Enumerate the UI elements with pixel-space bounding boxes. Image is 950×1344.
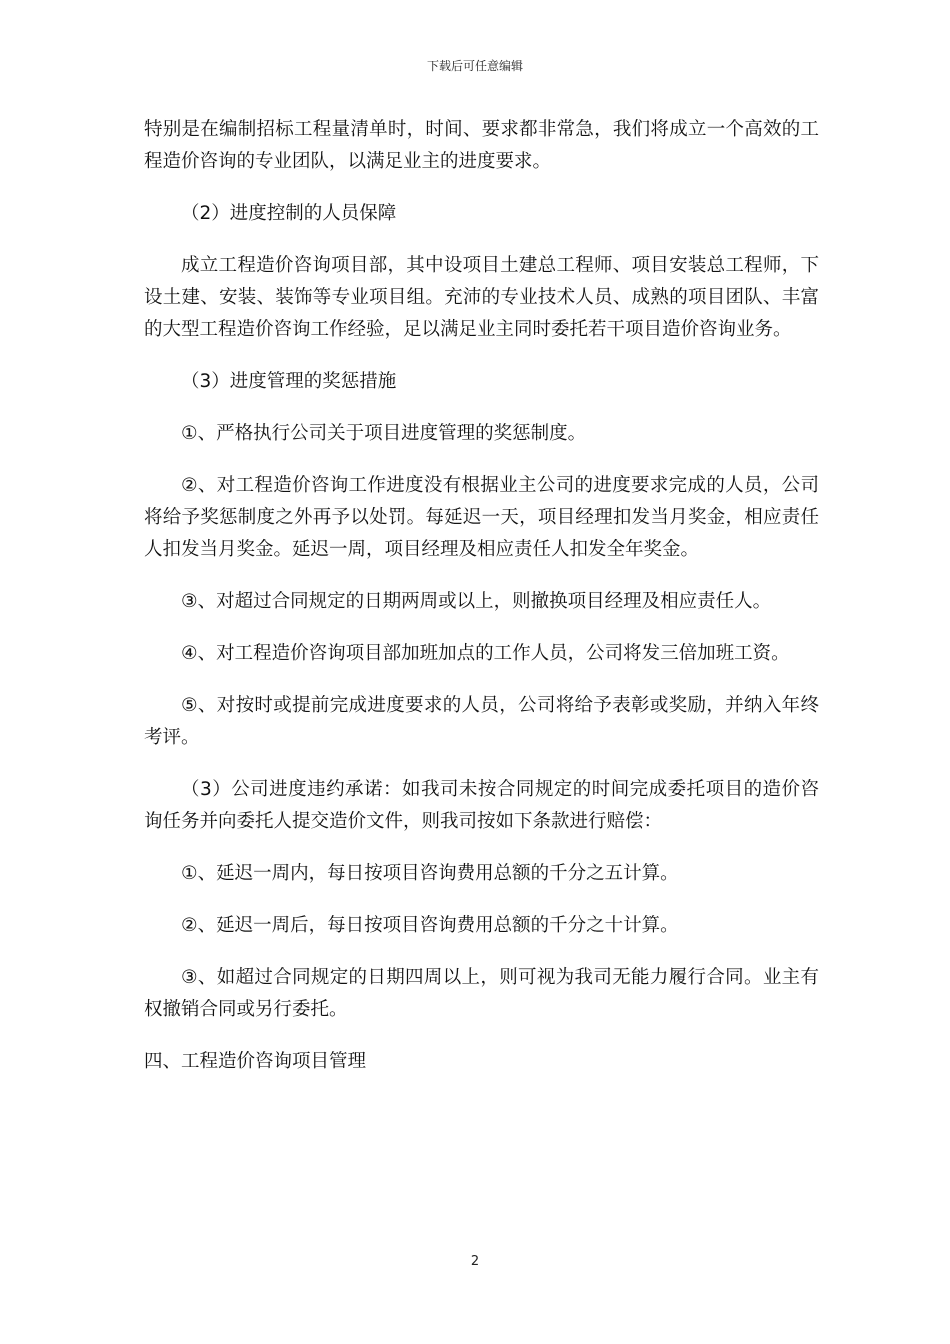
list-item-5: ⑤、对按时或提前完成进度要求的人员，公司将给予表彰或奖励，并纳入年终考评。 (144, 695, 819, 748)
list-item-1: ①、严格执行公司关于项目进度管理的奖惩制度。 (181, 423, 587, 444)
subheading-staffing-guarantee: （2）进度控制的人员保障 (181, 203, 397, 224)
paragraph-project-department: 成立工程造价咨询项目部，其中设项目土建总工程师、项目安装总工程师，下设土建、安装、装饰等专业项目组。充沛的专业技术人员、成熟的项目团队、丰富的大型工程造价咨询工作经验，足以满足业主同时委托若干项目造价咨询业务。 (144, 255, 819, 340)
list-item-2: ②、对工程造价咨询工作进度没有根据业主公司的进度要求完成的人员，公司将给予奖惩制度之外再予以处罚。每延迟一天，项目经理扣发当月奖金，相应责任人扣发当月奖金。延迟一周，项目经理及相应责任人扣发全年奖金。 (144, 475, 819, 560)
compensation-item-1: ①、延迟一周内，每日按项目咨询费用总额的千分之五计算。 (181, 863, 679, 884)
paragraph-urgent-schedule: 特别是在编制招标工程量清单时，时间、要求都非常急，我们将成立一个高效的工程造价咨询的专业团队，以满足业主的进度要求。 (144, 119, 819, 172)
paragraph-breach-commitment: （3）公司进度违约承诺：如我司未按合同规定的时间完成委托项目的造价咨询任务并向委托人提交造价文件，则我司按如下条款进行赔偿： (144, 779, 819, 832)
list-item-3: ③、对超过合同规定的日期两周或以上，则撤换项目经理及相应责任人。 (181, 591, 772, 612)
section-heading-project-management: 四、工程造价咨询项目管理 (144, 1051, 367, 1072)
page-number: 2 (470, 1254, 480, 1269)
page-header: 下载后可任意编辑 (426, 59, 523, 73)
list-item-4: ④、对工程造价咨询项目部加班加点的工作人员，公司将发三倍加班工资。 (181, 643, 790, 664)
document-body (144, 114, 819, 1098)
subheading-reward-penalty: （3）进度管理的奖惩措施 (181, 371, 397, 392)
compensation-item-3: ③、如超过合同规定的日期四周以上，则可视为我司无能力履行合同。业主有权撤销合同或另行委托。 (144, 967, 819, 1020)
compensation-item-2: ②、延迟一周后，每日按项目咨询费用总额的千分之十计算。 (181, 915, 679, 936)
